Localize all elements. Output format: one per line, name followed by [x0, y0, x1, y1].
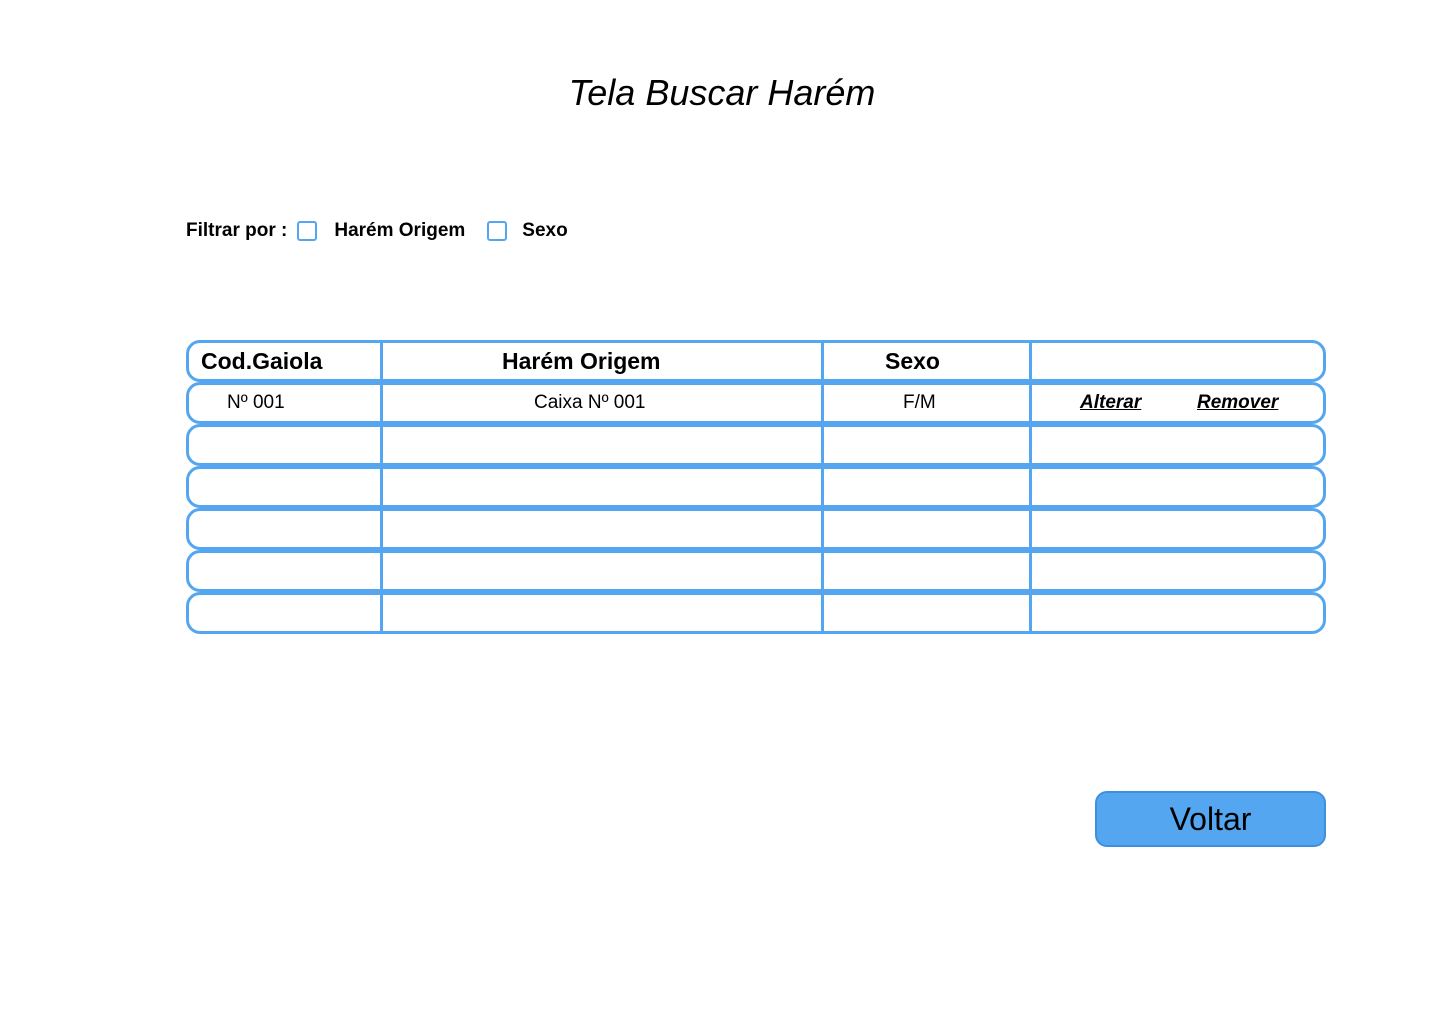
column-divider	[821, 340, 824, 634]
table-row	[186, 424, 1326, 466]
alterar-link[interactable]: Alterar	[1080, 392, 1142, 413]
column-divider	[380, 340, 383, 634]
column-divider	[1029, 340, 1032, 634]
voltar-button[interactable]: Voltar	[1095, 791, 1326, 847]
page-title: Tela Buscar Harém	[568, 72, 876, 113]
table-row	[186, 382, 1326, 424]
cell-sexo: F/M	[903, 392, 936, 413]
column-header-sexo: Sexo	[885, 348, 940, 374]
column-header-cod-gaiola: Cod.Gaiola	[201, 348, 323, 374]
table-row	[186, 550, 1326, 592]
filter-bar	[186, 216, 568, 246]
filter-label: Filtrar por :	[186, 220, 288, 241]
filter-harem-origem-checkbox[interactable]	[297, 221, 317, 241]
remover-link[interactable]: Remover	[1197, 392, 1279, 413]
table-header-row	[186, 340, 1326, 382]
column-header-harem-origem: Harém Origem	[502, 348, 661, 374]
filter-sexo-checkbox[interactable]	[487, 221, 507, 241]
filter-sexo-label: Sexo	[522, 220, 568, 241]
filter-harem-origem-label: Harém Origem	[334, 220, 466, 241]
table-row	[186, 466, 1326, 508]
cell-harem-origem: Caixa Nº 001	[534, 392, 646, 413]
table-row	[186, 592, 1326, 634]
cell-cod-gaiola: Nº 001	[227, 392, 285, 413]
table-row	[186, 508, 1326, 550]
